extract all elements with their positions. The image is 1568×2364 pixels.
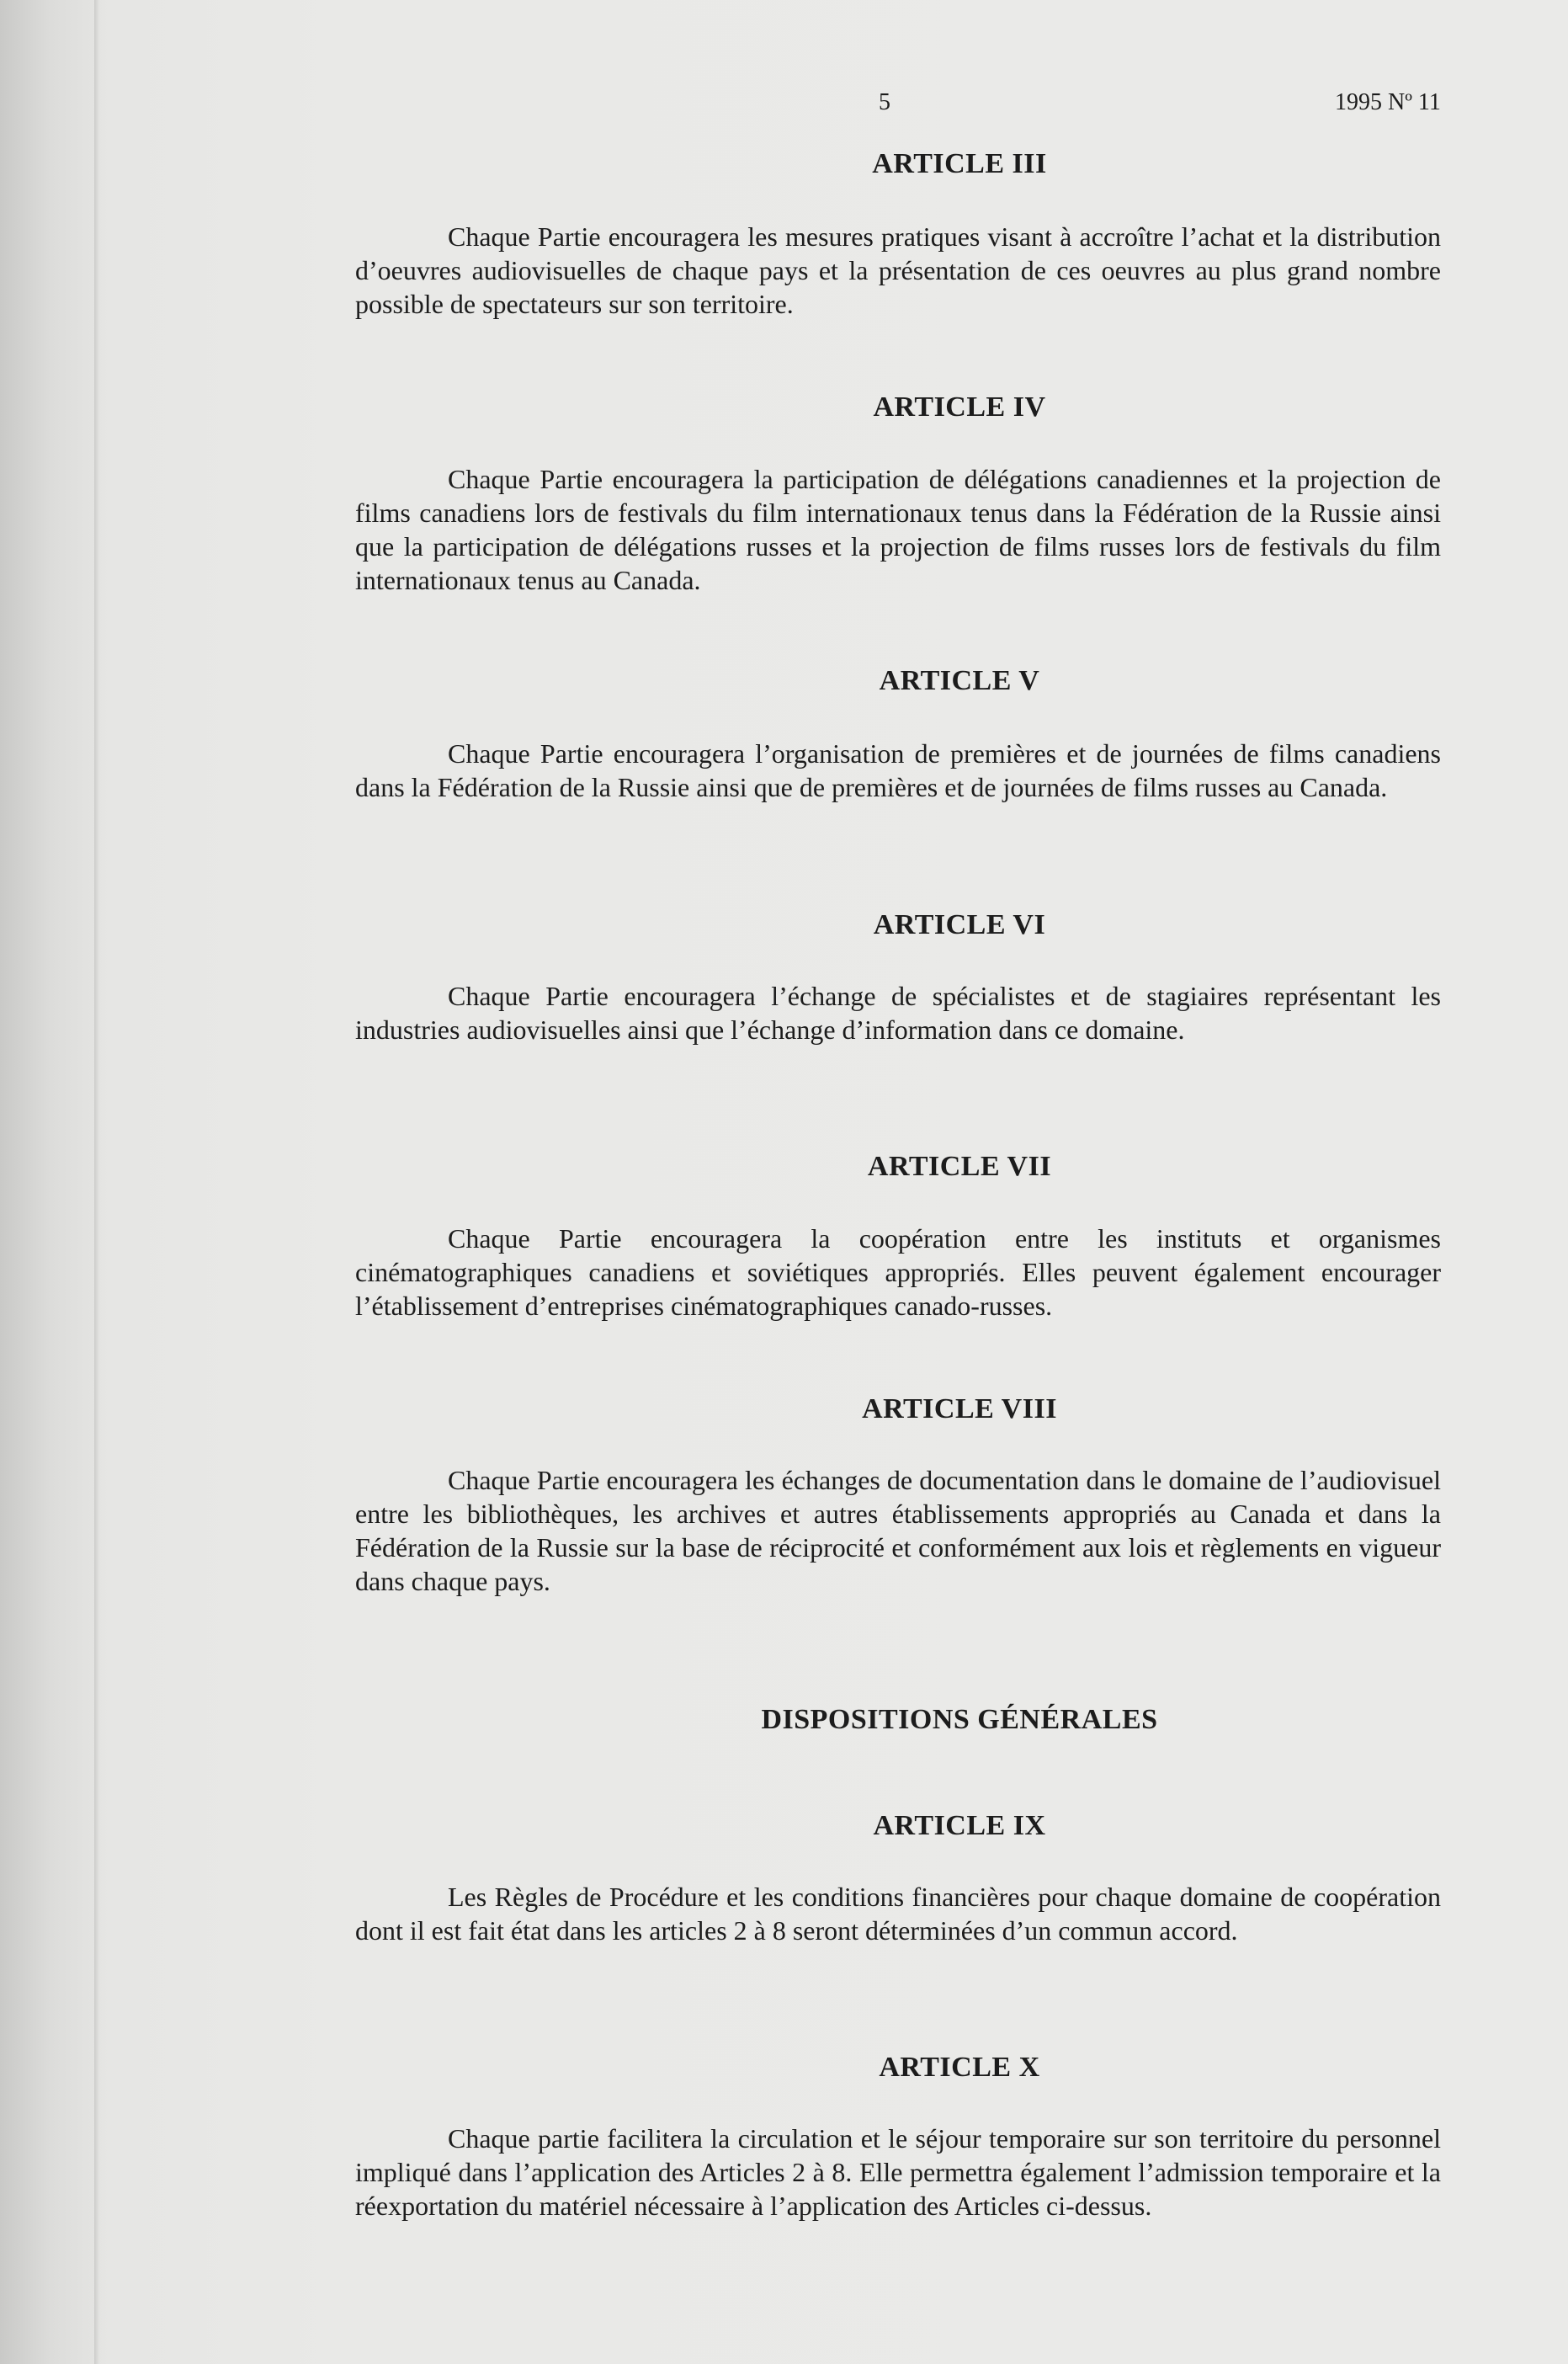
article-9-heading: ARTICLE IX: [873, 1810, 1046, 1841]
article-8-text: Chaque Partie encouragera les échanges de documentation dans le domaine de l’audiovisuel entre les bibliothèques, les archives et autres établissements appropriés au Canada et dans la Fédération de la Russie sur la base de réciprocité et conformément aux lois et règlements en vigueur dans chaque pays.: [355, 1465, 1441, 1596]
article-10-heading: ARTICLE X: [879, 2052, 1040, 2083]
article-5-heading: ARTICLE V: [879, 665, 1040, 696]
article-7-heading: ARTICLE VII: [867, 1151, 1052, 1182]
document-reference: 1995 Nº 11: [1335, 89, 1441, 115]
article-3-text: Chaque Partie encouragera les mesures pratiques visant à accroître l’achat et la distribution d’oeuvres audiovisuelles de chaque pays et la présentation de ces oeuvres au plus grand nombre possible de spectateurs sur son territoire.: [355, 221, 1441, 319]
page-number: 5: [879, 89, 890, 115]
article-6-text: Chaque Partie encouragera l’échange de spécialistes et de stagiaires représentant les industries audiovisuelles ainsi que l’échange d’information dans ce domaine.: [355, 981, 1441, 1045]
article-9-text: Les Règles de Procédure et les conditions financières pour chaque domaine de coopération dont il est fait état dans les articles 2 à 8 seront déterminées d’un commun accord.: [355, 1882, 1441, 1946]
article-8-heading: ARTICLE VIII: [862, 1393, 1057, 1424]
article-10-text: Chaque partie facilitera la circulation et le séjour temporaire sur son territoire du personnel impliqué dans l’application des Articles 2 à 8. Elle permettra également l’admission temporaire et la réexportation du matériel nécessaire à l’application des Articles ci-dessus.: [355, 2123, 1441, 2221]
article-7-text: Chaque Partie encouragera la coopération entre les instituts et organismes cinématographiques canadiens et soviétiques appropriés. Elles peuvent également encourager l’établissement d’entreprises cinématographiques canado-russes.: [355, 1223, 1441, 1321]
article-5-text: Chaque Partie encouragera l’organisation de premières et de journées de films canadiens dans la Fédération de la Russie ainsi que de premières et de journées de films russes au Canada.: [355, 738, 1441, 802]
article-3-heading: ARTICLE III: [872, 148, 1047, 179]
article-4-text: Chaque Partie encouragera la participation de délégations canadiennes et la projection de films canadiens lors de festivals du film internationaux tenus dans la Fédération de la Russie ainsi que la participation de délégations russes et la projection de films russes lors de festivals du film internationaux tenus au Canada.: [355, 464, 1441, 595]
article-6-heading: ARTICLE VI: [873, 909, 1046, 940]
general-provisions-heading: DISPOSITIONS GÉNÉRALES: [761, 1704, 1158, 1735]
article-4-heading: ARTICLE IV: [873, 391, 1046, 423]
